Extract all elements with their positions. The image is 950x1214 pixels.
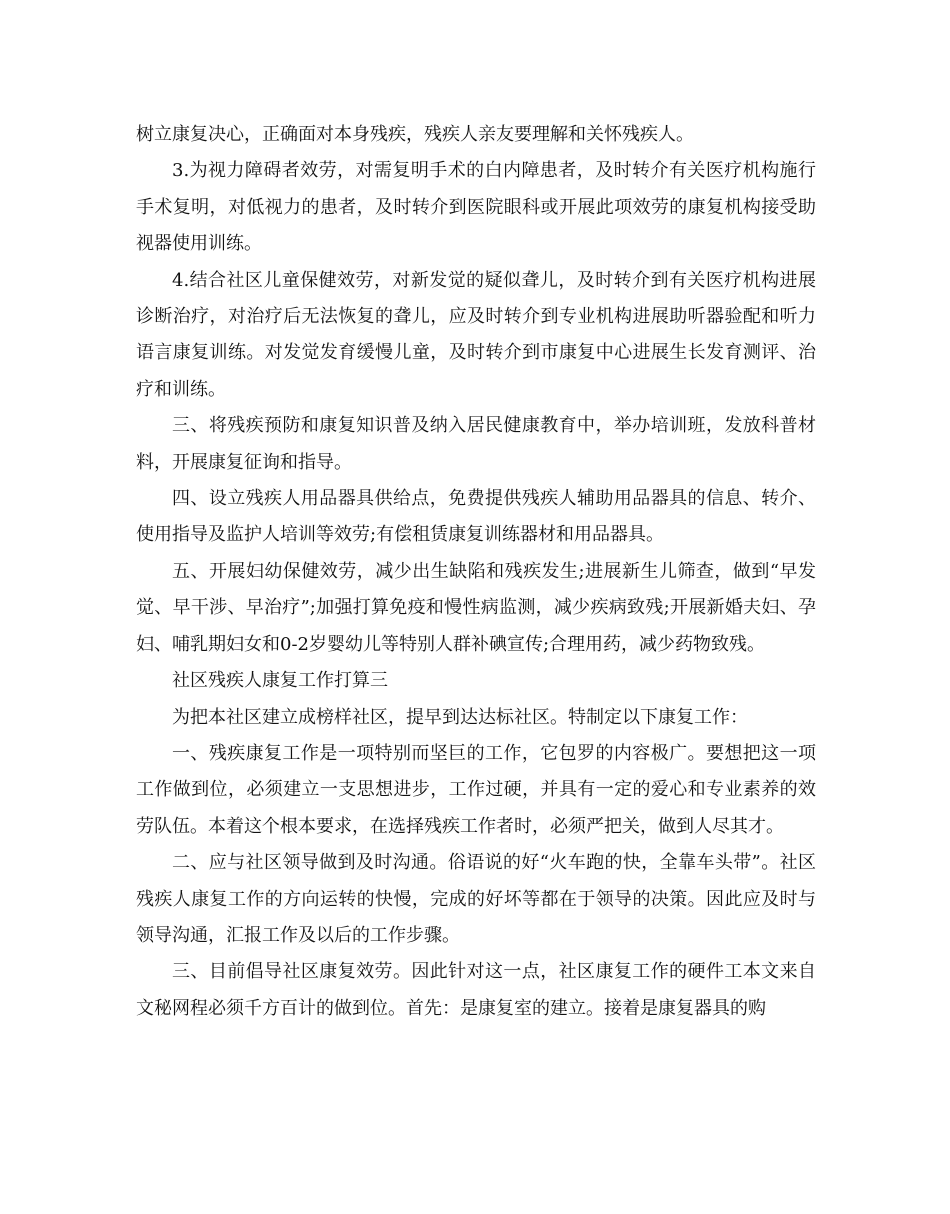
paragraph-section-4: 四、设立残疾人用品器具供给点，免费提供残疾人辅助用品器具的信息、转介、使用指导及监护人培训等效劳;有偿租赁康复训练器材和用品器具。 [136, 488, 816, 546]
paragraph-point-3: 三、目前倡导社区康复效劳。因此针对这一点，社区康复工作的硬件工本文来自文秘网程必须千方百计的做到位。首先：是康复室的建立。接着是康复器具的购 [136, 961, 816, 1019]
paragraph-continuation: 树立康复决心，正确面对本身残疾，残疾人亲友要理解和关怀残疾人。 [136, 124, 694, 145]
paragraph-section-3: 三、将残疾预防和康复知识普及纳入居民健康教育中，举办培训班，发放科普材料，开展康复征询和指导。 [136, 415, 816, 473]
document-body [136, 117, 816, 1027]
paragraph-section-5: 五、开展妇幼保健效劳，减少出生缺陷和残疾发生;进展新生儿筛查，做到“早发觉、早干涉、早治疗”;加强打算免疫和慢性病监测，减少疾病致残;开展新婚夫妇、孕妇、哺乳期妇女和0-2岁婴幼儿等特别人群补碘宣传;合理用药，减少药物致残。 [136, 560, 816, 655]
paragraph-point-1: 一、残疾康复工作是一项特别而坚巨的工作，它包罗的内容极广。要想把这一项工作做到位，必须建立一支思想进步，工作过硬，并具有一定的爱心和专业素养的效劳队伍。本着这个根本要求，在选择残疾工作者时，必须严把关，做到人尽其才。 [136, 742, 816, 837]
section-heading: 社区残疾人康复工作打算三 [172, 670, 388, 692]
paragraph-point-2: 二、应与社区领导做到及时沟通。俗语说的好“火车跑的快，全靠车头带”。社区残疾人康复工作的方向运转的快慢，完成的好坏等都在于领导的决策。因此应及时与领导沟通，汇报工作及以后的工作步骤。 [136, 852, 816, 946]
paragraph-item-4: 4.结合社区儿童保健效劳，对新发觉的疑似聋儿，及时转介到有关医疗机构进展诊断治疗，对治疗后无法恢复的聋儿，应及时转介到专业机构进展助听器验配和听力语言康复训练。对发觉发育缓慢儿童，及时转介到市康复中心进展生长发育测评、治疗和训练。 [136, 269, 816, 400]
paragraph-intro: 为把本社区建立成榜样社区，提早到达达标社区。特制定以下康复工作： [172, 706, 748, 728]
paragraph-item-3: 3.为视力障碍者效劳，对需复明手术的白内障患者，及时转介有关医疗机构施行手术复明，对低视力的患者，及时转介到医院眼科或开展此项效劳的康复机构接受助视器使用训练。 [136, 160, 816, 255]
